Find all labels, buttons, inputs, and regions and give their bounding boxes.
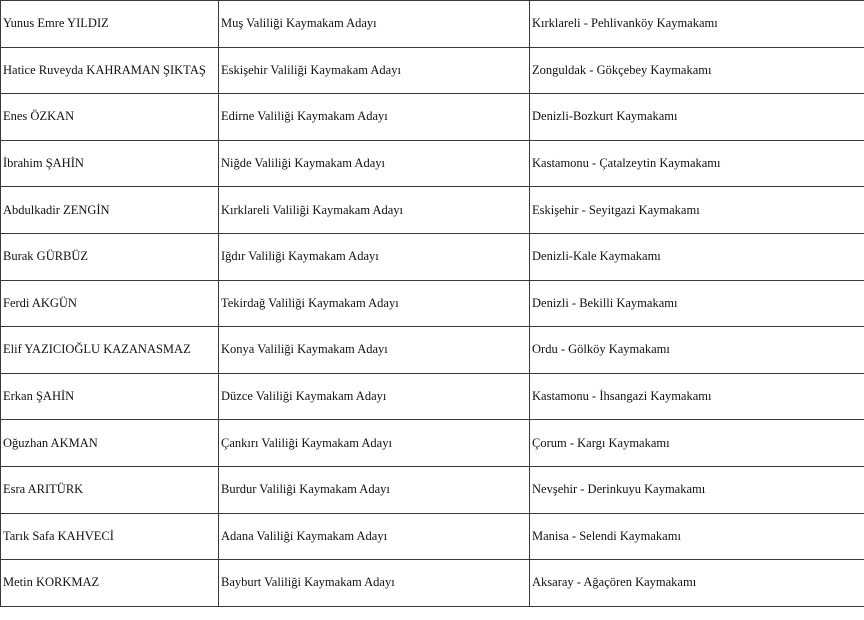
person-name: Ferdi AKGÜN [1, 280, 219, 327]
table-row [1, 513, 864, 560]
new-assignment: Nevşehir - Derinkuyu Kaymakamı [530, 466, 864, 513]
new-assignment: Aksaray - Ağaçören Kaymakamı [530, 560, 864, 607]
current-office: Eskişehir Valiliği Kaymakam Adayı [219, 47, 530, 94]
current-office: Tekirdağ Valiliği Kaymakam Adayı [219, 280, 530, 327]
new-assignment: Denizli-Kale Kaymakamı [530, 233, 864, 280]
current-office: Konya Valiliği Kaymakam Adayı [219, 327, 530, 374]
current-office: Düzce Valiliği Kaymakam Adayı [219, 373, 530, 420]
table-row [1, 420, 864, 467]
person-name: Erkan ŞAHİN [1, 373, 219, 420]
person-name: Yunus Emre YILDIZ [1, 1, 219, 48]
table-row [1, 280, 864, 327]
new-assignment: Kastamonu - Çatalzeytin Kaymakamı [530, 140, 864, 187]
current-office: Kırklareli Valiliği Kaymakam Adayı [219, 187, 530, 234]
current-office: Muş Valiliği Kaymakam Adayı [219, 1, 530, 48]
person-name: İbrahim ŞAHİN [1, 140, 219, 187]
new-assignment: Manisa - Selendi Kaymakamı [530, 513, 864, 560]
current-office: Bayburt Valiliği Kaymakam Adayı [219, 560, 530, 607]
person-name: Hatice Ruveyda KAHRAMAN ŞIKTAŞ [1, 47, 219, 94]
person-name: Tarık Safa KAHVECİ [1, 513, 219, 560]
person-name: Enes ÖZKAN [1, 94, 219, 141]
person-name: Burak GÜRBÜZ [1, 233, 219, 280]
person-name: Esra ARITÜRK [1, 466, 219, 513]
current-office: Edirne Valiliği Kaymakam Adayı [219, 94, 530, 141]
current-office: Niğde Valiliği Kaymakam Adayı [219, 140, 530, 187]
new-assignment: Denizli-Bozkurt Kaymakamı [530, 94, 864, 141]
current-office: Adana Valiliği Kaymakam Adayı [219, 513, 530, 560]
table-row [1, 1, 864, 48]
table-row [1, 327, 864, 374]
table-row [1, 140, 864, 187]
new-assignment: Kastamonu - İhsangazi Kaymakamı [530, 373, 864, 420]
person-name: Oğuzhan AKMAN [1, 420, 219, 467]
table-row [1, 466, 864, 513]
new-assignment: Ordu - Gölköy Kaymakamı [530, 327, 864, 374]
person-name: Abdulkadir ZENGİN [1, 187, 219, 234]
new-assignment: Çorum - Kargı Kaymakamı [530, 420, 864, 467]
current-office: Iğdır Valiliği Kaymakam Adayı [219, 233, 530, 280]
table-row [1, 560, 864, 607]
current-office: Çankırı Valiliği Kaymakam Adayı [219, 420, 530, 467]
person-name: Metin KORKMAZ [1, 560, 219, 607]
new-assignment: Eskişehir - Seyitgazi Kaymakamı [530, 187, 864, 234]
current-office: Burdur Valiliği Kaymakam Adayı [219, 466, 530, 513]
table-row [1, 47, 864, 94]
person-name: Elif YAZICIOĞLU KAZANASMAZ [1, 327, 219, 374]
table-row [1, 187, 864, 234]
table-row [1, 233, 864, 280]
table-row [1, 373, 864, 420]
table-row [1, 94, 864, 141]
new-assignment: Zonguldak - Gökçebey Kaymakamı [530, 47, 864, 94]
new-assignment: Denizli - Bekilli Kaymakamı [530, 280, 864, 327]
new-assignment: Kırklareli - Pehlivanköy Kaymakamı [530, 1, 864, 48]
table-body [1, 1, 864, 607]
